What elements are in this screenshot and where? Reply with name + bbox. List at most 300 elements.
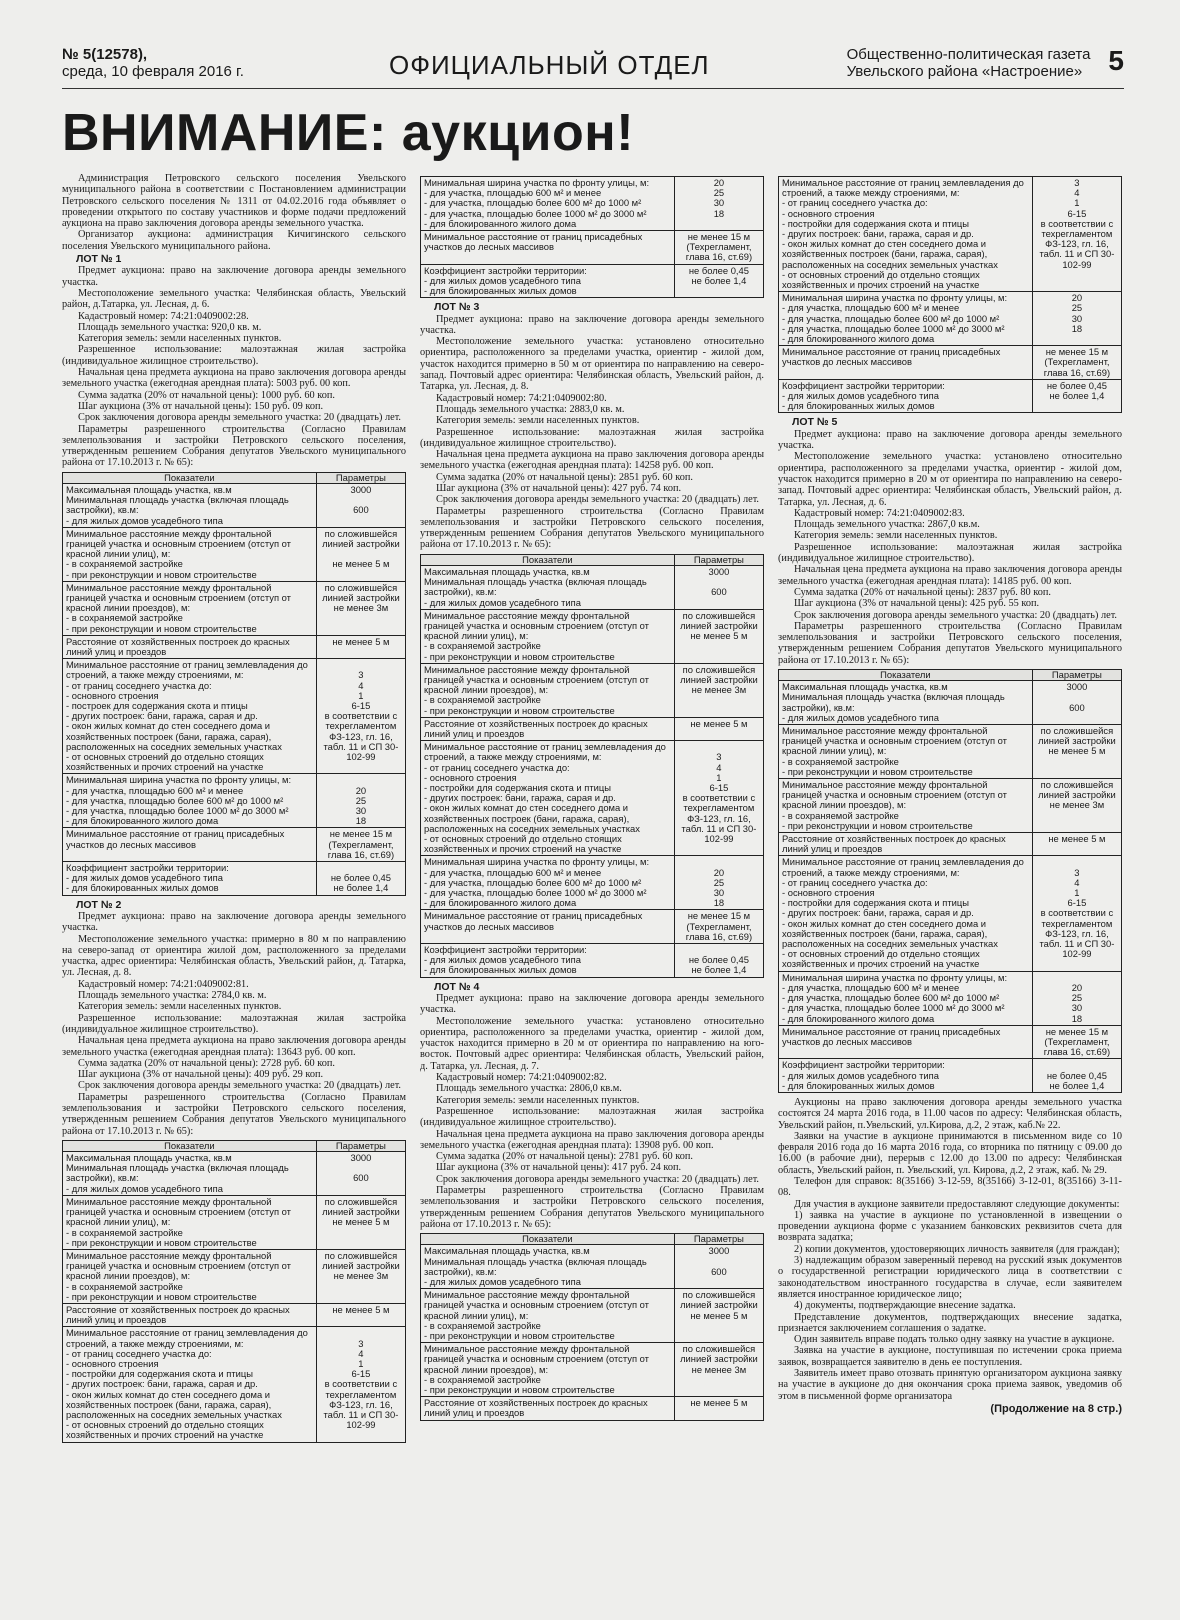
param-value-line: 4 <box>358 679 364 691</box>
table-row <box>779 725 1122 779</box>
param-value-line: 25 <box>713 876 725 888</box>
column-header: Параметры <box>674 554 763 565</box>
param-label <box>779 971 1033 1025</box>
param-value-line: 18 <box>713 897 725 909</box>
param-label-line: - в сохраняемой застройке <box>66 612 183 624</box>
param-value-line: не менее 15 м (Техрегламент, глава 16, ст.69) <box>685 910 753 942</box>
paragraph: Кадастровый номер: 74:21:0409002:83. <box>794 507 965 519</box>
table-header-row <box>779 670 1122 681</box>
param-label-line: Минимальное расстояние между фронтальной границей участка и основным строением (отступ от красной линии проездов), м: <box>782 779 1007 811</box>
param-label-line: - от границ соседнего участка до: <box>782 197 928 209</box>
param-label-line: - основного строения <box>424 771 517 783</box>
param-value <box>1032 971 1121 1025</box>
headline: ВНИМАНИЕ: аукцион! <box>62 104 635 162</box>
param-label-line: Минимальное расстояние между фронтальной границей участка и основным строением (отступ от красной линии улиц), м: <box>424 1289 649 1321</box>
param-label <box>421 741 675 856</box>
param-label-line: - при реконструкции и новом строительстве <box>66 1290 257 1302</box>
param-value <box>316 1303 405 1326</box>
paragraph: Категория земель: земли населенных пунктов. <box>436 1094 640 1106</box>
paragraph: Местоположение земельного участка: установлено относительно ориентира, расположенного за пределами участка, ориентир - жилой дом, участок находится примерно в 20 м от ориентира по направлению на северо-запад. Почтовый адрес ориентира: Челябинская область, Увельский район, д. Татарка, ул. Лесная, д. 6. <box>778 451 1122 508</box>
table-row <box>779 681 1122 725</box>
publication-info <box>847 46 1124 80</box>
param-label-line: - при реконструкции и новом строительстве <box>424 1330 615 1342</box>
param-label-line: Минимальная ширина участка по фронту улицы, м: <box>66 774 292 786</box>
param-label <box>779 1025 1033 1059</box>
param-value-line <box>1036 1060 1118 1070</box>
param-value <box>674 231 763 265</box>
param-label <box>421 663 675 717</box>
param-label-line: - постройки для содержания скота и птицы <box>782 217 969 229</box>
param-label-line: Расстояние от хозяйственных построек до красных линий улиц и проездов <box>424 1397 648 1419</box>
param-value-line: 6-15 <box>351 699 371 711</box>
param-label-line: Максимальная площадь участка, кв.м <box>424 1245 590 1257</box>
param-label-line: - для участка, площадью 600 м² и менее <box>782 302 960 314</box>
param-value-line: не менее 5 м <box>690 1309 748 1321</box>
param-label-line: - построек для содержания скота и птицы <box>66 699 248 711</box>
table-row <box>63 581 406 635</box>
paragraph: Срок заключения договора аренды земельного участка: 20 (двадцать) лет. <box>436 494 759 506</box>
table-row <box>421 231 764 265</box>
param-label-line: - для блокированных жилых домов <box>424 285 577 297</box>
param-value-line: 25 <box>355 794 367 806</box>
paragraph: Площадь земельного участка: 2867,0 кв.м. <box>794 519 980 531</box>
param-value-line: не менее 3м <box>691 1363 747 1375</box>
column-header: Показатели <box>63 472 317 483</box>
param-label <box>779 346 1033 380</box>
param-value <box>316 635 405 658</box>
paragraph: Телефон для справок: 8(35166) 3-12-59, 8(35166) 3-12-01, 8(35166) 3-11-08. <box>778 1176 1122 1199</box>
param-value <box>674 663 763 717</box>
param-label-line: Расстояние от хозяйственных построек до красных линий улиц и проездов <box>66 635 290 657</box>
param-value <box>1032 177 1121 292</box>
table-row <box>63 635 406 658</box>
param-label <box>779 379 1033 413</box>
table-row <box>421 609 764 663</box>
param-label-line: - окон жилых комнат до стен соседнего дома и хозяйственных построек (бани, гаража, сарая), расположенных на соседних земельных участках <box>66 720 282 752</box>
paragraph: Местоположение земельного участка: установлено относительно ориентира, расположенного за пределами участка, ориентир - жилой дом, участок находится примерно в 20 м от ориентира по направлению на юго-восток. Почтовый адрес ориентира: Челябинская область, Увельский район, д. Татарка, ул. Лесная, д. 7. <box>420 1015 764 1072</box>
param-label-line: - окон жилых комнат до стен соседнего дома и хозяйственных построек (бани, гаража, сарая), расположенных на соседних земельных участках <box>782 238 998 270</box>
paragraph: Категория земель: земли населенных пунктов. <box>78 1001 282 1013</box>
param-value-line: 20 <box>1071 292 1083 304</box>
table-row <box>63 1152 406 1196</box>
param-value-line: 1 <box>1074 197 1080 209</box>
paragraph: Кадастровый номер: 74:21:0409002:28. <box>78 310 249 322</box>
param-label <box>779 779 1033 833</box>
param-label-line: Минимальное расстояние от границ присадебных участков до лесных массивов <box>424 910 643 932</box>
param-label-line: Минимальное расстояние между фронтальной границей участка и основным строением (отступ от красной линии проездов), м: <box>66 1249 291 1282</box>
param-label-line: - для блокированного жилого дома <box>782 333 935 345</box>
param-value <box>316 581 405 635</box>
param-label <box>779 1059 1033 1093</box>
param-value-line: в соответствии с техрегламентом ФЗ-123, гл. 16, табл. 11 и СП 30-102-99 <box>1039 907 1115 960</box>
paragraph: Аукционы на право заключения договора аренды земельного участка состоятся 24 марта 2016 года, в 11.00 часов по адресу: Челябинская область, Увельский район, п.Увельский, ул.Кирова, д.2, 2 этаж, каб.№ 22. <box>778 1096 1122 1131</box>
param-label <box>421 231 675 265</box>
paragraph: Параметры разрешенного строительства (Согласно Правилам землепользования и застройки Петровского сельского поселения, утвержденным решением Собрания депутатов Увельского муниципального района от 17.10.2013 г. № 65): <box>420 505 764 551</box>
param-label-line: - для участка, площадью более 1000 м² до 3000 м² <box>424 207 647 219</box>
param-label-line: - постройки для содержания скота и птицы <box>424 782 611 794</box>
paragraph: Администрация Петровского сельского поселения Увельского муниципального района в соответствии с Постановлением администрации Петровского сельского поселения № 1311 от 04.02.2016 года объявляет о проведении открытого по составу участников и форме подачи предложений аукциона на право заключения договора аренды земельного участка. <box>62 173 406 230</box>
table-row <box>779 833 1122 856</box>
param-value-line: не менее 5 м <box>690 1397 748 1409</box>
param-label-line: Минимальное расстояние от границ присадебных участков до лесных массивов <box>782 1025 1001 1047</box>
table-row <box>63 1327 406 1442</box>
param-label-line: - для участка, площадью 600 м² и менее <box>424 187 602 199</box>
param-value-line: 20 <box>1071 981 1083 993</box>
param-label-line: - при реконструкции и новом строительстве <box>424 704 615 716</box>
lot-text <box>62 265 406 468</box>
param-label-line: - для жилых домов усадебного типа <box>782 1069 939 1081</box>
param-label <box>779 725 1033 779</box>
param-label <box>421 1289 675 1343</box>
param-value-line: 6-15 <box>709 782 729 794</box>
param-value-line: не более 1,4 <box>1049 390 1105 402</box>
param-label-line: - при реконструкции и новом строительстве <box>782 819 973 831</box>
param-value-line: 30 <box>355 805 367 817</box>
param-value-line: в соответствии с техрегламентом ФЗ-123, гл. 16, табл. 11 и СП 30-102-99 <box>681 792 757 845</box>
param-label <box>421 565 675 609</box>
param-label-line: Расстояние от хозяйственных построек до красных линий улиц и проездов <box>782 833 1006 855</box>
param-value-line: 600 <box>711 586 727 598</box>
column-header: Показатели <box>63 1140 317 1151</box>
param-label-line: Минимальное расстояние от границ землевладения до строений, а также между строениями, м: <box>424 741 666 763</box>
param-label <box>779 833 1033 856</box>
paragraph: Заявитель имеет право отозвать принятую организатором аукциона заявку на участие в аукционе до дня окончания срока приема заявок, уведомив об этом в письменной форме организатора <box>778 1368 1122 1402</box>
param-value <box>1032 856 1121 971</box>
param-label-line: - для участка, площадью 600 м² и менее <box>424 866 602 878</box>
param-value-line: 3000 <box>350 1152 372 1164</box>
param-label-line: Минимальное расстояние от границ присадебных участков до лесных массивов <box>66 828 285 850</box>
param-value-line: 3000 <box>708 565 730 577</box>
param-label-line: Минимальное расстояние от границ присадебных участков до лесных массивов <box>782 346 1001 368</box>
param-label-line: Коэффициент застройки территории: <box>782 1059 945 1071</box>
table-header-row <box>421 554 764 565</box>
table-row <box>421 177 764 231</box>
paragraph: Местоположение земельного участка: Челябинская область, Увельский район, д.Татарка, ул. Лесная, д. 6. <box>62 287 406 311</box>
paragraph: Сумма задатка (20% от начальной цены): 1000 руб. 60 коп. <box>78 389 335 401</box>
param-label-line: Минимальное расстояние от границ землевладения до строений, а также между строениями, м: <box>782 856 1024 878</box>
paragraph: Параметры разрешенного строительства (Согласно Правилам землепользования и застройки Петровского сельского поселения, утвержденным решением Собрания депутатов Увельского муниципального района от 17.10.2013 г. № 65): <box>62 1091 406 1137</box>
table-row <box>779 971 1122 1025</box>
param-label-line: - для жилых домов усадебного типа <box>782 390 939 402</box>
table-row <box>63 774 406 828</box>
param-value-line: 20 <box>355 784 367 796</box>
param-label-line: - для участка, площадью более 600 м² до 1000 м² <box>424 197 642 209</box>
param-label <box>779 292 1033 346</box>
param-value <box>674 910 763 944</box>
table-row <box>421 856 764 910</box>
param-value-line: 18 <box>355 815 367 827</box>
param-label-line: Минимальное расстояние от границ землевладения до строений, а также между строениями, м: <box>782 177 1024 199</box>
param-value-line: не более 0,45 <box>688 264 749 276</box>
table-row <box>779 1025 1122 1059</box>
table-row <box>63 483 406 527</box>
param-value <box>674 944 763 978</box>
paragraph: Кадастровый номер: 74:21:0409002:82. <box>436 1072 607 1084</box>
paragraph: Начальная цена предмета аукциона на право заключения договора аренды земельного участка (ежегодная арендная плата): 14258 руб. 00 коп. <box>420 449 764 472</box>
table-row <box>421 741 764 856</box>
lot-title: ЛОТ № 2 <box>76 898 122 911</box>
paragraph: Шаг аукциона (3% от начальной цены): 417 руб. 24 коп. <box>436 1162 682 1174</box>
paragraph: Разрешенное использование: малоэтажная жилая застройка (индивидуальное жилищное строительство). <box>420 1105 764 1129</box>
param-value-line: не более 1,4 <box>333 882 389 894</box>
param-label-line: - в сохраняемой застройке <box>66 1280 183 1292</box>
param-value-line: 30 <box>1071 312 1083 324</box>
param-value-line: по сложившейся линией застройки <box>322 581 400 603</box>
param-value-line: по сложившейся линией застройки <box>322 1195 400 1218</box>
param-value <box>316 1327 405 1442</box>
param-value-line: не менее 5 м <box>332 1303 390 1315</box>
lot-text <box>420 314 764 551</box>
param-value-line: по сложившейся линией застройки <box>322 527 400 549</box>
paragraph: Начальная цена предмета аукциона на право заключения договора аренды земельного участка (ежегодная арендная плата): 14185 руб. 00 коп. <box>778 564 1122 587</box>
param-value-line: 1 <box>1074 887 1080 899</box>
param-label-line: - при реконструкции и новом строительстве <box>66 568 257 580</box>
params-table <box>778 669 1122 1093</box>
paragraph: Сумма задатка (20% от начальной цены): 2851 руб. 60 коп. <box>436 471 693 483</box>
param-value-line: 600 <box>353 1172 369 1184</box>
param-label <box>421 1397 675 1420</box>
param-value-line: по сложившейся линией застройки <box>322 1249 400 1272</box>
paragraph: Категория земель: земли населенных пунктов. <box>436 415 640 427</box>
param-value-line: не менее 5 м <box>332 1216 390 1228</box>
param-label-line: - для блокированных жилых домов <box>424 964 577 976</box>
param-label-line: - для участка, площадью более 1000 м² до 3000 м² <box>66 805 289 817</box>
param-label-line: - в сохраняемой застройке <box>424 1373 541 1385</box>
paragraph: Заявка на участие в аукционе, поступившая по истечении срока приема заявок, возвращается заявителю в день ее поступления. <box>778 1345 1122 1368</box>
table-row <box>63 862 406 896</box>
param-value-line: не менее 3м <box>333 602 389 614</box>
param-value-line: 25 <box>713 187 725 199</box>
param-label-line: - для жилых домов усадебного типа <box>424 1276 581 1288</box>
table-row <box>779 779 1122 833</box>
paragraph: Площадь земельного участка: 920,0 кв. м. <box>78 321 262 333</box>
column-3 <box>778 173 1122 1603</box>
paragraph: Параметры разрешенного строительства (Согласно Правилам землепользования и застройки Петровского сельского поселения, утвержденным решением Собрания депутатов Увельского муниципального района от 17.10.2013 г. № 65): <box>62 423 406 469</box>
paragraph: 4) документы, подтверждающие внесение задатка. <box>794 1300 1016 1312</box>
param-label-line: Минимальное расстояние от границ землевладения до строений, а также между строениями, м: <box>66 1327 308 1349</box>
param-value <box>316 862 405 896</box>
param-label-line: Минимальное расстояние между фронтальной границей участка и основным строением (отступ от красной линии улиц), м: <box>782 725 1007 757</box>
column-header: Показатели <box>421 1234 675 1245</box>
paragraph: Местоположение земельного участка: примерно в 80 м по направлению на северо-запад от ориентира жилой дом, расположенного за пределами участка, адрес ориентира: Челябинская область, Увельский район, д. Татарка, ул. Лесная, д. 8. <box>62 933 406 979</box>
param-value-line: не менее 5 м <box>332 635 390 647</box>
param-label-line: Минимальная площадь участка (включая площадь застройки), кв.м: <box>782 691 1005 713</box>
param-label <box>421 1245 675 1289</box>
param-value <box>316 483 405 527</box>
param-label-line: - для участка, площадью более 1000 м² до 3000 м² <box>782 322 1005 334</box>
param-label <box>779 681 1033 725</box>
param-label-line: - от основных строений до отдельно стоящих хозяйственных и прочих строений на участке <box>782 948 980 970</box>
param-value-line: не менее 15 м (Техрегламент, глава 16, ст.69) <box>1043 1025 1111 1058</box>
param-label-line: - при реконструкции и новом строительстве <box>66 622 257 634</box>
param-value-line: по сложившейся линией застройки <box>680 609 758 631</box>
param-value-line: 30 <box>713 887 725 899</box>
param-label-line: - окон жилых комнат до стен соседнего дома и хозяйственных построек (бани, гаража, сарая), расположенных на соседних земельных участках <box>782 917 998 950</box>
param-label <box>421 856 675 910</box>
table-row <box>421 717 764 740</box>
param-value <box>316 659 405 774</box>
param-value <box>1032 833 1121 856</box>
param-label-line: - для жилых домов усадебного типа <box>424 274 581 286</box>
param-label-line: - для участка, площадью 600 м² и менее <box>66 784 244 796</box>
param-value-line: не более 1,4 <box>691 964 747 976</box>
param-label-line: - в сохраняемой застройке <box>782 809 899 821</box>
param-value <box>316 828 405 862</box>
param-label-line: Минимальная ширина участка по фронту улицы, м: <box>424 177 650 188</box>
paragraph: 1) заявка на участие в аукционе по установленной в извещении о проведении аукциона форме с указанием банковских реквизитов счета для возврата задатка; <box>778 1209 1122 1244</box>
param-label-line: - в сохраняемой застройке <box>66 558 183 570</box>
param-value <box>316 1152 405 1196</box>
param-label-line: Расстояние от хозяйственных построек до красных линий улиц и проездов <box>66 1303 290 1326</box>
param-value-line: 25 <box>1071 992 1083 1004</box>
param-label-line: - для блокированного жилого дома <box>66 815 219 827</box>
param-label-line: - основного строения <box>66 1357 159 1369</box>
paragraph: Начальная цена предмета аукциона на право заключения договора аренды земельного участка (ежегодная арендная плата): 13643 руб. 00 коп. <box>62 1035 406 1058</box>
continued-note: (Продолжение на 8 стр.) <box>990 1402 1122 1415</box>
param-label-line: - при реконструкции и новом строительстве <box>424 1384 615 1396</box>
table-row <box>779 1059 1122 1093</box>
param-value-line: 18 <box>713 207 725 219</box>
param-label <box>779 856 1033 971</box>
paragraph: Шаг аукциона (3% от начальной цены): 150 руб. 09 коп. <box>78 400 324 412</box>
param-label-line: Минимальная площадь участка (включая площадь застройки), кв.м: <box>424 1255 647 1277</box>
paragraph: Сумма задатка (20% от начальной цены): 2781 руб. 60 коп. <box>436 1151 693 1163</box>
param-value-line: 30 <box>1071 1002 1083 1014</box>
table-row <box>779 856 1122 971</box>
param-label-line: Минимальная площадь участка (включая площадь застройки), кв.м: <box>66 1162 289 1184</box>
param-value-line: 600 <box>353 504 369 516</box>
table-row <box>421 1343 764 1397</box>
param-label-line: - от границ соседнего участка до: <box>66 1347 212 1359</box>
paragraph: Площадь земельного участка: 2883,0 кв. м. <box>436 403 625 415</box>
param-label <box>63 862 317 896</box>
param-value-line: 20 <box>713 866 725 878</box>
param-value-line: не более 0,45 <box>1046 379 1107 391</box>
param-value-line: 3 <box>1074 177 1080 188</box>
param-value <box>674 565 763 609</box>
column-header: Параметры <box>316 1140 405 1151</box>
param-label <box>779 177 1033 292</box>
param-label-line: Максимальная площадь участка, кв.м <box>782 681 948 693</box>
article-columns <box>62 173 1124 1603</box>
param-label-line: - в сохраняемой застройке <box>66 1226 183 1238</box>
params-table <box>420 176 764 298</box>
param-value <box>674 1343 763 1397</box>
param-label-line: Минимальное расстояние между фронтальной границей участка и основным строением (отступ от красной линии улиц), м: <box>66 1195 291 1228</box>
paragraph: 2) копии документов, удостоверяющих личность заявителя (для граждан); <box>794 1243 1120 1255</box>
params-table <box>62 472 406 896</box>
table-row <box>63 527 406 581</box>
paragraph: Предмет аукциона: право на заключение договора аренды земельного участка. <box>420 313 764 336</box>
param-value-line: 25 <box>1071 302 1083 314</box>
param-label-line: - основного строения <box>782 207 875 219</box>
param-label-line: - для блокированных жилых домов <box>782 1079 935 1091</box>
lot-text <box>62 911 406 1137</box>
table-row <box>63 659 406 774</box>
paragraph: Площадь земельного участка: 2784,0 кв. м. <box>78 990 267 1002</box>
issue-date: среда, 10 февраля 2016 г. <box>62 63 244 80</box>
param-label <box>63 527 317 581</box>
param-value-line: 1 <box>358 1357 364 1369</box>
table-row <box>779 346 1122 380</box>
table-row <box>63 1195 406 1249</box>
param-label-line: - для блокированного жилого дома <box>782 1012 935 1024</box>
lot-title: ЛОТ № 3 <box>434 301 480 314</box>
param-value <box>674 856 763 910</box>
params-table <box>420 1233 764 1420</box>
column-header: Показатели <box>421 554 675 565</box>
param-value-line: 18 <box>1071 322 1083 334</box>
param-value-line <box>320 1328 402 1338</box>
param-value-line: не более 0,45 <box>1046 1069 1107 1081</box>
param-value-line: не менее 5 м <box>1048 833 1106 845</box>
table-row <box>63 1303 406 1326</box>
params-table <box>420 554 764 978</box>
param-label-line: - для блокированных жилых домов <box>782 400 935 412</box>
paragraph: Организатор аукциона: администрация Кичигинского сельского поселения Увельского муниципального района. <box>62 229 406 252</box>
issue-number: № 5(12578), <box>62 46 148 63</box>
param-value <box>1032 1025 1121 1059</box>
param-value-line: 6-15 <box>1067 207 1087 219</box>
lot-title: ЛОТ № 5 <box>792 416 838 429</box>
param-label-line: - от основных строений до отдельно стоящих хозяйственных и прочих строений на участке <box>424 833 622 855</box>
table-header-row <box>63 1140 406 1151</box>
param-label-line: - от основных строений до отдельно стоящих хозяйственных и прочих строений на участке <box>782 268 980 291</box>
param-value-line: не менее 15 м (Техрегламент, глава 16, ст.69) <box>1043 346 1111 378</box>
param-label-line: Коэффициент застройки территории: <box>424 264 587 276</box>
table-row <box>421 1397 764 1420</box>
param-value <box>674 609 763 663</box>
param-label-line: - в сохраняемой застройке <box>424 1319 541 1331</box>
paragraph: Площадь земельного участка: 2806,0 кв.м. <box>436 1083 622 1095</box>
param-value-line: не более 0,45 <box>330 872 391 884</box>
param-label-line: - от границ соседнего участка до: <box>66 679 212 691</box>
param-label-line: - постройки для содержания скота и птицы <box>66 1368 253 1380</box>
param-label-line: - для участка, площадью 600 м² и менее <box>782 981 960 993</box>
param-label-line: Минимальная площадь участка (включая площадь застройки), кв.м: <box>66 494 289 516</box>
param-value-line: 600 <box>711 1265 727 1277</box>
param-value-line: 4 <box>716 761 722 773</box>
param-value-line: не более 1,4 <box>1049 1079 1105 1091</box>
param-label <box>421 609 675 663</box>
param-label-line: - других построек: бани, гаража, сарая и др. <box>782 228 974 240</box>
paragraph: Шаг аукциона (3% от начальной цены): 425 руб. 55 коп. <box>794 598 1040 610</box>
param-label-line: - в сохраняемой застройке <box>424 694 541 706</box>
param-value-line: не менее 5 м <box>690 717 748 729</box>
param-label <box>421 177 675 231</box>
paragraph: Для участия в аукционе заявители предоставляют следующие документы: <box>794 1198 1120 1210</box>
param-value <box>674 741 763 856</box>
table-row <box>63 828 406 862</box>
param-label-line: - других построек: бани, гаража, сарая и др. <box>424 792 616 804</box>
publication-line-2: Увельского района «Настроение» <box>846 63 1083 80</box>
column-header: Параметры <box>674 1234 763 1245</box>
param-label <box>421 264 675 298</box>
param-value <box>1032 292 1121 346</box>
lot-text <box>420 993 764 1230</box>
param-label-line: - для участка, площадью более 600 м² до 1000 м² <box>66 794 284 806</box>
param-label <box>63 828 317 862</box>
paragraph: Разрешенное использование: малоэтажная жилая застройка (индивидуальное жилищное строительство). <box>420 426 764 449</box>
param-value-line: не более 1,4 <box>691 274 747 286</box>
param-value-line: 3 <box>358 1337 364 1349</box>
page-header <box>62 46 1124 89</box>
param-value-line: 600 <box>1069 701 1085 713</box>
lot-title: ЛОТ № 4 <box>434 980 480 993</box>
paragraph: Кадастровый номер: 74:21:0409002:81. <box>78 978 249 990</box>
table-row <box>421 663 764 717</box>
param-label-line: - от основных строений до отдельно стоящих хозяйственных и прочих строений на участке <box>66 751 264 773</box>
